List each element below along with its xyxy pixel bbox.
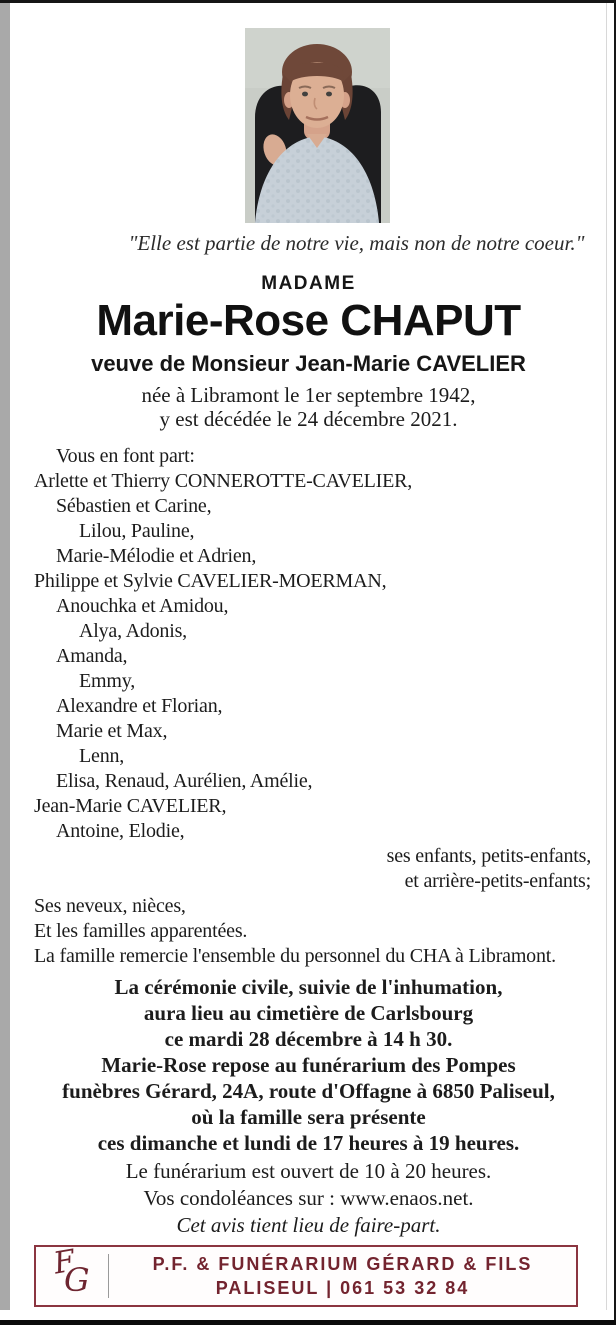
- funeral-home-name: P.F. & FUNÉRARIUM GÉRARD & FILS: [152, 1254, 533, 1274]
- practical-line: Vos condoléances sur : www.enaos.net.: [143, 1186, 474, 1210]
- funeral-home-monogram-logo: [36, 1243, 108, 1305]
- family-line: Lilou, Pauline,: [79, 520, 195, 542]
- credits-right: [10, 844, 607, 894]
- title-madame: MADAME: [261, 273, 356, 294]
- family-line: Sébastien et Carine,: [56, 495, 212, 517]
- funeral-home-phone: PALISEUL | 061 53 32 84: [215, 1278, 470, 1298]
- family-line: Lenn,: [79, 745, 125, 767]
- family-line: Amanda,: [56, 645, 128, 667]
- family-line: Alya, Adonis,: [79, 620, 187, 642]
- credit-line: et arrière-petits-enfants;: [404, 870, 591, 892]
- family-line: Elisa, Renaud, Aurélien, Amélie,: [56, 770, 313, 792]
- practical-line: Le funérarium est ouvert de 10 à 20 heures.: [125, 1159, 492, 1183]
- birth-line: née à Libramont le 1er septembre 1942,: [141, 383, 476, 407]
- ceremony-line: aura lieu au cimetière de Carlsbourg: [143, 1001, 474, 1025]
- family-line: Antoine, Elodie,: [56, 820, 185, 842]
- left-gray-strip: [0, 3, 10, 1310]
- closing-line: Et les familles apparentées.: [34, 920, 248, 942]
- monogram-letter-g: G: [64, 1261, 90, 1299]
- family-closing: [10, 894, 607, 969]
- family-line: Marie-Mélodie et Adrien,: [56, 545, 257, 567]
- family-line: Alexandre et Florian,: [56, 695, 223, 717]
- funeral-home-banner: [34, 1245, 578, 1307]
- notice-body: [10, 0, 607, 1307]
- ceremony-line: où la famille sera présente: [191, 1105, 426, 1129]
- closing-line: La famille remercie l'ensemble du personnel du CHA à Libramont.: [34, 945, 556, 967]
- practical-info: [10, 1158, 607, 1212]
- family-line: Jean-Marie CAVELIER,: [34, 795, 227, 817]
- family-line: Marie et Max,: [56, 720, 168, 742]
- family-list: [10, 444, 607, 844]
- faire-part-notice: Cet avis tient lieu de faire-part.: [176, 1213, 441, 1237]
- relation-line: veuve de Monsieur Jean-Marie CAVELIER: [91, 351, 526, 376]
- ceremony-line: ces dimanche et lundi de 17 heures à 19 heures.: [97, 1131, 520, 1155]
- family-line: Anouchka et Amidou,: [56, 595, 229, 617]
- ceremony-line: Marie-Rose repose au funérarium des Pompes: [101, 1053, 516, 1077]
- ceremony-line: funèbres Gérard, 24A, route d'Offagne à 6850 Paliseul,: [62, 1079, 555, 1103]
- credit-line: ses enfants, petits-enfants,: [386, 845, 591, 867]
- family-line: Emmy,: [79, 670, 136, 692]
- monogram-letter-f: F: [51, 1243, 78, 1282]
- ceremony-line: La cérémonie civile, suivie de l'inhumation,: [114, 975, 503, 999]
- ceremony-details: [10, 974, 607, 1156]
- ceremony-line: ce mardi 28 décembre à 14 h 30.: [164, 1027, 453, 1051]
- deceased-name: Marie-Rose CHAPUT: [96, 296, 521, 345]
- closing-line: Ses neveux, nièces,: [34, 895, 186, 917]
- memorial-quote: "Elle est partie de notre vie, mais non de notre coeur.": [128, 231, 585, 255]
- family-line: Vous en font part:: [56, 445, 195, 467]
- death-line: y est décédée le 24 décembre 2021.: [159, 407, 458, 431]
- bottom-border-bar: [0, 1320, 616, 1325]
- family-line: Philippe et Sylvie CAVELIER-MOERMAN,: [34, 570, 387, 592]
- family-line: Arlette et Thierry CONNEROTTE-CAVELIER,: [34, 470, 413, 492]
- funeral-home-contact: [109, 1252, 576, 1300]
